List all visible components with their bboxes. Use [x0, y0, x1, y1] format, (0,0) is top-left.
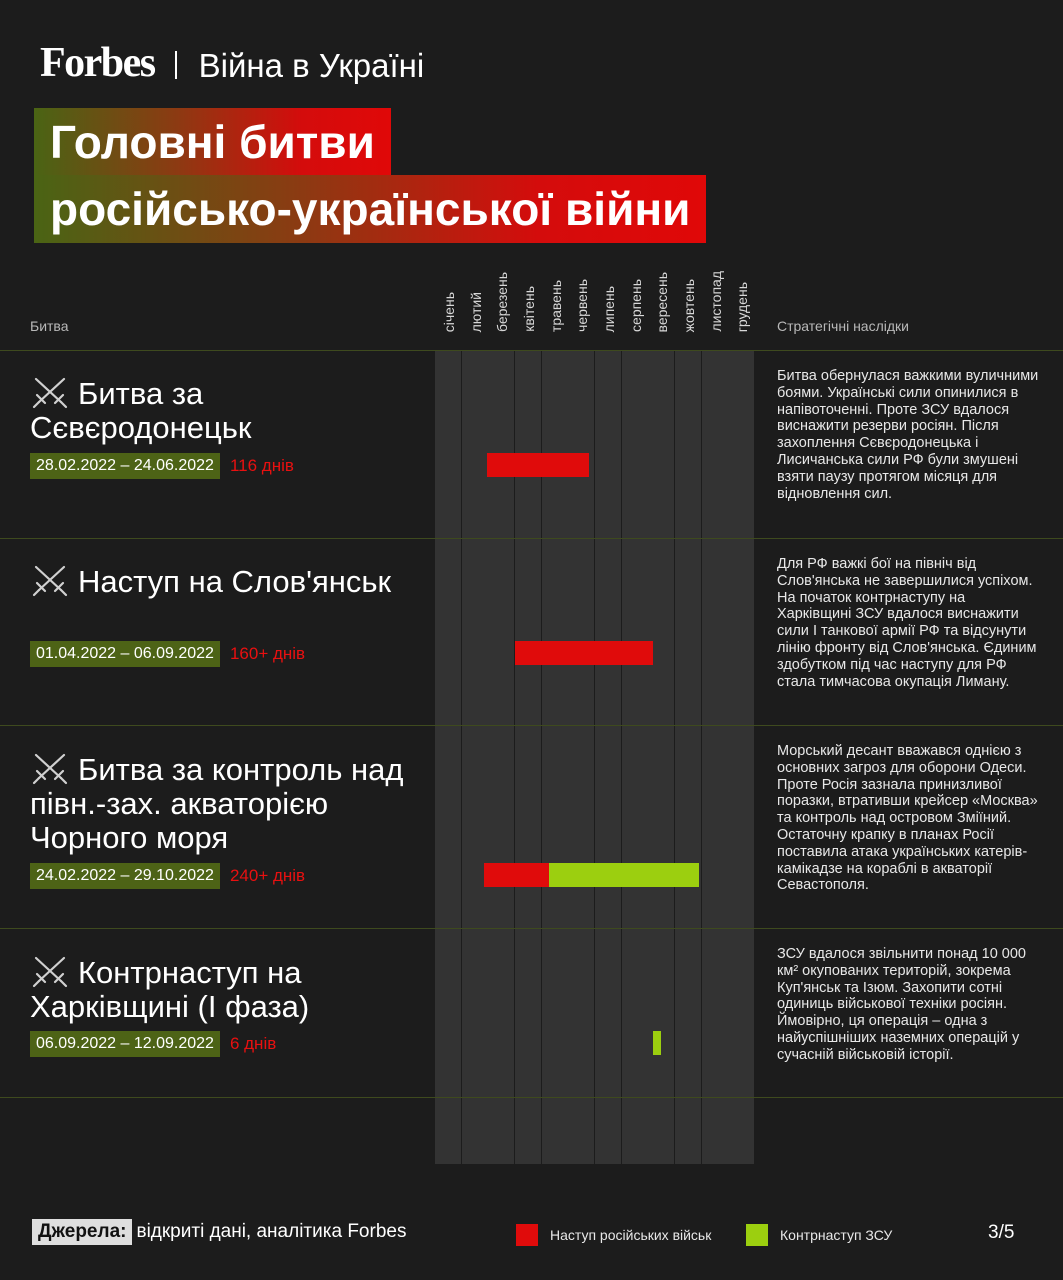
battle-name-text: Битва за Сєвєродонецьк	[30, 376, 252, 445]
battle-name-extra: (I фаза)	[188, 989, 310, 1024]
month-grid-column	[435, 350, 461, 1164]
consequence-text: Для РФ важкі бої на північ від Слов'янська не завершилися успіхом. На початок контрнаступу на Харківщині ЗСУ вдалося виснажити сили I танкової армії РФ та відсунути лінію фронту від Слов'янська. Єдиним здобутком під час наступу для РФ стала тимчасова окупація Лиману.	[777, 556, 1037, 690]
header-separator	[175, 51, 177, 79]
month-grid-column	[622, 350, 648, 1164]
month-label	[568, 258, 595, 332]
duration-label: 6 днів	[229, 1034, 277, 1053]
duration-label: 116 днів	[229, 456, 294, 475]
month-grid-column	[702, 350, 728, 1164]
month-label	[595, 258, 622, 332]
month-label-text: січень	[440, 291, 457, 332]
consequences-column-label: Стратегічні наслідки	[777, 318, 909, 334]
battle-name-text: Наступ на Слов'янськ	[78, 564, 392, 599]
section-title: Війна в Україні	[198, 46, 425, 84]
timeline-bar-offensive	[487, 453, 588, 477]
month-label	[702, 258, 729, 332]
month-label-text: серпень	[627, 279, 644, 332]
month-label	[462, 258, 489, 332]
date-range-badge: 01.04.2022 – 06.09.2022	[30, 641, 220, 667]
battle-column-label: Битва	[30, 318, 69, 334]
battle-dates	[30, 863, 305, 889]
timeline-bar-counter	[653, 1031, 661, 1055]
month-label	[542, 258, 569, 332]
sources-label: Джерела:	[32, 1219, 132, 1245]
crossed-swords-icon	[30, 752, 70, 786]
timeline-bar-counter	[549, 863, 699, 887]
month-label	[728, 258, 755, 332]
row-divider	[0, 1097, 1063, 1098]
month-grid-column	[595, 350, 621, 1164]
month-label	[435, 258, 462, 332]
consequence-text: Битва обернулася важкими вуличними боями. Українські сили опинилися в напівоточенні. Проте ЗСУ вдалося виснажити резерви росіян. Після захоплення Сєвєродонецька і Лисичанська сили РФ були змушені взяти паузу протягом місяця для відновлення сил.	[777, 368, 1039, 502]
crossed-swords-icon	[30, 376, 70, 410]
row-divider	[0, 350, 1063, 351]
month-label-text: вересень	[653, 271, 670, 332]
legend-label: Наступ російських військ	[550, 1227, 712, 1243]
month-grid-column	[675, 350, 701, 1164]
month-label-text: квітень	[520, 286, 537, 332]
battle-dates	[30, 453, 294, 479]
battle-title	[30, 955, 430, 1024]
sources	[32, 1219, 406, 1245]
consequence-text: Морський десант вважався однією з основних загроз для оборони Одеси. Проте Росія зазнала принизливої поразки, втративши крейсер «Москва» та контроль над островом Зміїний. Остаточну крапку в планах Росії поставила атака українських катерів-камікадзе на кораблі в акваторії Севастополя.	[777, 743, 1038, 894]
crossed-swords-icon	[30, 955, 70, 989]
battle-dates	[30, 1031, 276, 1057]
row-divider	[0, 538, 1063, 539]
battle-title	[30, 564, 430, 599]
battle-dates	[30, 641, 305, 667]
duration-label: 160+ днів	[229, 644, 306, 663]
page-title-line-2: російсько-української війни	[34, 175, 706, 243]
duration-label: 240+ днів	[229, 866, 306, 885]
date-range-badge: 28.02.2022 – 24.06.2022	[30, 453, 220, 479]
header	[40, 38, 424, 88]
timeline-grid	[435, 350, 755, 1164]
legend-item-offensive	[516, 1224, 711, 1246]
legend-label: Контрнаступ ЗСУ	[780, 1227, 893, 1243]
month-label-text: червень	[573, 279, 590, 332]
battle-name-text: Контрнаступ на Харківщині	[30, 955, 302, 1024]
legend-item-counter	[746, 1224, 892, 1246]
month-label-text: травень	[547, 279, 564, 332]
row-divider	[0, 928, 1063, 929]
timeline-bar-offensive	[484, 863, 550, 887]
legend-swatch-counter	[746, 1224, 768, 1246]
month-label-text: лютий	[467, 291, 484, 332]
date-range-badge: 06.09.2022 – 12.09.2022	[30, 1031, 220, 1057]
battle-title	[30, 752, 434, 855]
month-label	[675, 258, 702, 332]
month-label	[622, 258, 649, 332]
row-divider	[0, 725, 1063, 726]
month-label-text: жовтень	[680, 278, 697, 332]
battle-title	[30, 376, 430, 445]
crossed-swords-icon	[30, 564, 70, 598]
consequence-text: ЗСУ вдалося звільнити понад 10 000 км² окупованих територій, зокрема Куп'янськ та Ізюм. Захопити сотні одиниць військової техніки росіян. Ймовірно, ця операція – одна з найуспішніших наземних операцій у сучасній військовій історії.	[777, 946, 1026, 1063]
month-label-text: листопад	[707, 271, 724, 332]
month-label-text: березень	[493, 272, 510, 332]
month-label	[488, 258, 515, 332]
battle-name-text: Битва за контроль над півн.-зах. акваторією Чорного моря	[30, 752, 404, 855]
forbes-logo: Forbes	[40, 40, 155, 86]
month-label-text: грудень	[733, 281, 750, 332]
month-label-text: липень	[600, 285, 617, 332]
page-number: 3/5	[988, 1222, 1015, 1243]
month-axis	[435, 258, 755, 332]
sources-text: відкриті дані, аналітика Forbes	[136, 1221, 407, 1242]
page-title-line-1: Головні битви	[34, 108, 391, 176]
legend-swatch-offensive	[516, 1224, 538, 1246]
month-label	[515, 258, 542, 332]
month-label	[648, 258, 675, 332]
month-grid-column	[462, 350, 488, 1164]
month-grid-column	[728, 350, 754, 1164]
date-range-badge: 24.02.2022 – 29.10.2022	[30, 863, 220, 889]
timeline-bar-offensive	[515, 641, 653, 665]
